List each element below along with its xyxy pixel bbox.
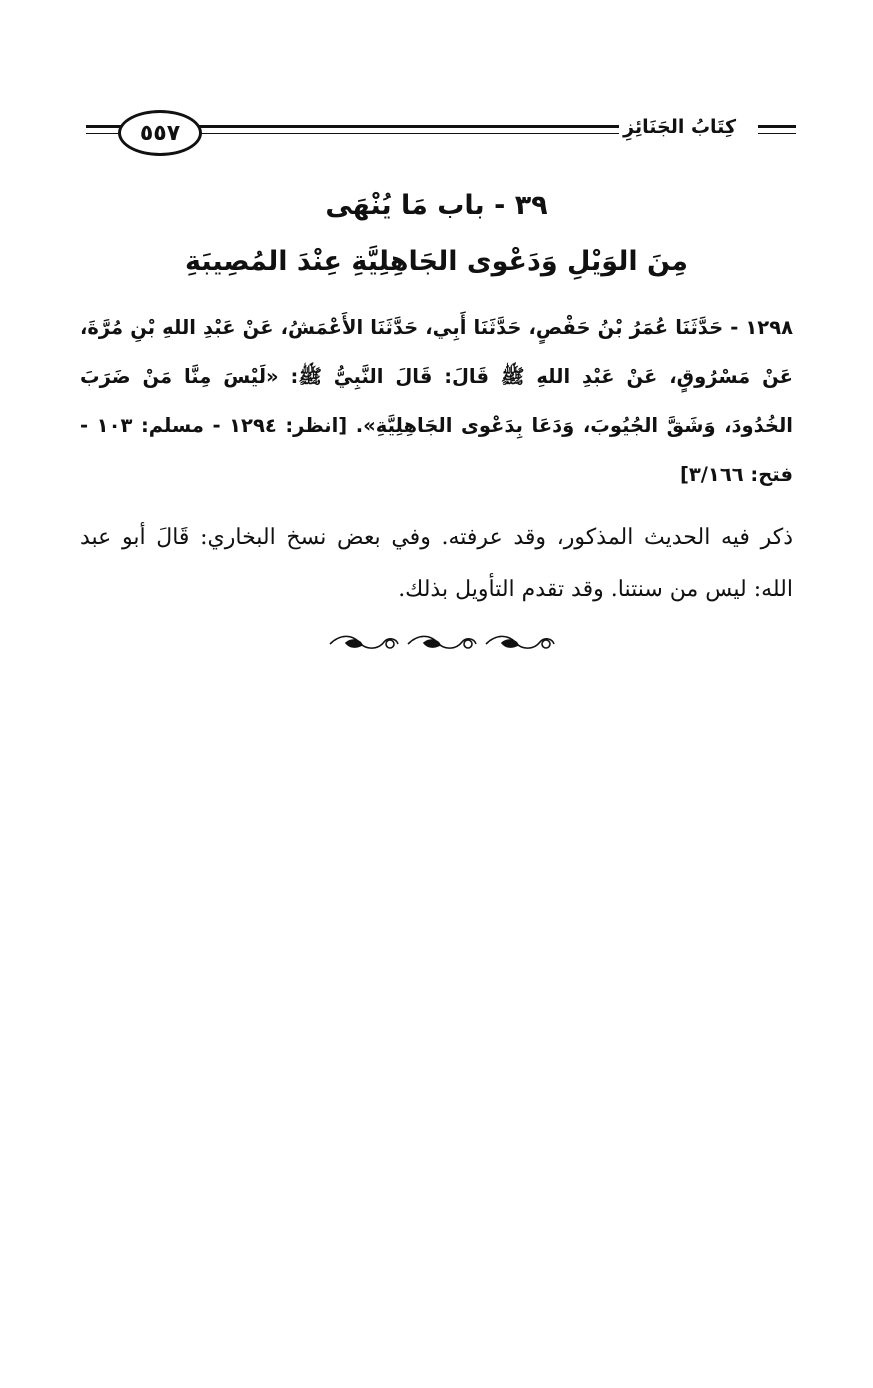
header-rule-middle [194,125,684,128]
ornament-motif-icon [408,636,476,648]
ornament-motif-icon [330,636,398,648]
header-rule-middle-bottom [194,133,684,134]
floral-divider-ornament [326,632,558,654]
header-rule-left-top [86,125,122,128]
running-title: كِتَابُ الجَنَائِزِ [619,116,740,138]
ornament-motif-icon [486,636,554,648]
commentary-text: ذكر فيه الحديث المذكور، وقد عرفته. وفي بعض نسخ البخاري: قَالَ أبو عبد الله: ليس من سنتنا. وقد تقدم التأويل بذلك. [80,525,793,602]
page-header [86,108,796,154]
header-rule-right-bottom [758,133,796,134]
page-number: ٥٥٧ [139,120,181,146]
header-rule-right-top [758,125,796,128]
chapter-heading-line-2: مِنَ الوَيْلِ وَدَعْوى الجَاهِلِيَّةِ عِنْدَ المُصِيبَةِ [184,246,689,277]
chapter-heading-line-1: ٣٩ - باب مَا يُنْهَى [325,190,548,221]
page-number-oval [118,110,202,156]
hadith-text: ١٢٩٨ - حَدَّثَنَا عُمَرُ بْنُ حَفْصٍ، حَدَّثَنَا أَبِي، حَدَّثَنَا الأَعْمَشُ، عَنْ عَبْدِ اللهِ بْنِ مُرَّةَ، عَنْ مَسْرُوقٍ، عَنْ عَبْدِ اللهِ ﷺ قَالَ: قَالَ النَّبِيُّ ﷺ: «لَيْسَ مِنَّا مَنْ ضَرَبَ الخُدُودَ، وَشَقَّ الجُيُوبَ، وَدَعَا بِدَعْوى الجَاهِلِيَّةِ». [انظر: ١٢٩٤ - مسلم: ١٠٣ - فتح: ٣/١٦٦] [80,316,793,486]
header-rule-left-bottom [86,133,122,134]
